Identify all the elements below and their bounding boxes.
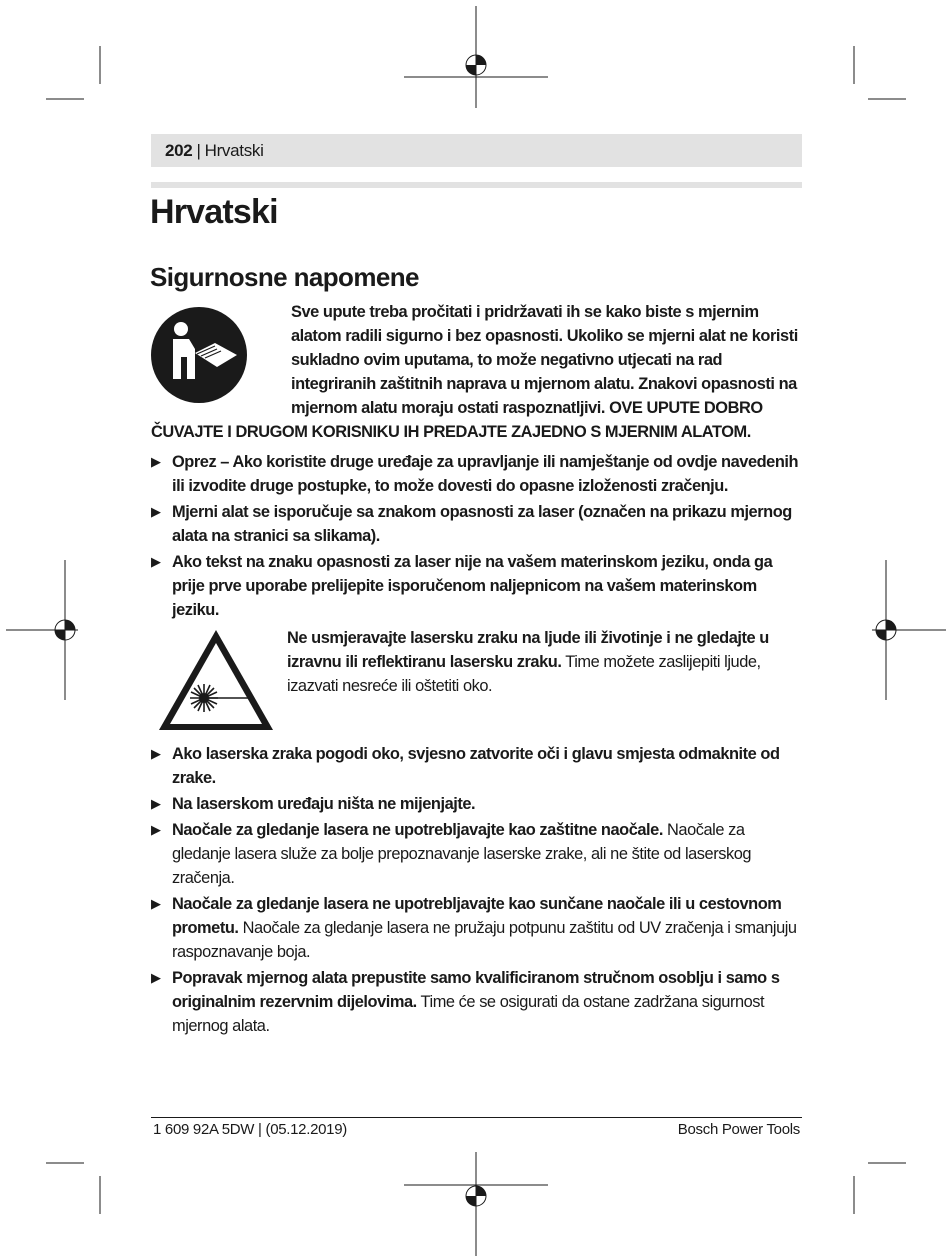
warning-text: Time možete zaslijepiti ljude, izazvati nesreće ili oštetiti oko. [287,653,761,695]
read-manual-icon [151,307,247,403]
list-item [151,966,803,1038]
laser-warning-block [151,626,803,734]
bullet-list-a [151,450,803,622]
warning-bold: Ne usmjeravajte lasersku zraku na ljude ili životinje i ne gledajte u izravnu ili reflektiranu lasersku zraku. [287,629,769,671]
item-text: Naočale za gledanje lasera ne pružaju potpunu zaštitu od UV zračenja i smanjuju raspoznavanje boja. [172,919,797,961]
item-bold: Mjerni alat se isporučuje sa znakom opasnosti za laser (označen na prikazu mjernog alata na stranici sa slikama). [172,503,792,545]
laser-warning-icon [155,626,277,734]
page-header [151,134,802,167]
section-title: Sigurnosne napomene [150,262,419,292]
header-rule [151,182,802,188]
item-bold: Na laserskom uređaju ništa ne mijenjajte. [172,795,476,813]
item-bold: Naočale za gledanje lasera ne upotrebljavajte kao zaštitne naočale. [172,821,663,839]
list-item [151,742,803,790]
footer-document-id: 1 609 92A 5DW | (05.12.2019) [153,1121,347,1138]
list-item [151,818,803,890]
intro-paragraph: Sve upute treba pročitati i pridržavati ih se kako biste s mjernim alatom radili sigurno i bez opasnosti. Ukoliko se mjerni alat ne koristi sukladno ovim uputama, to može negativno utjecati na rad integriranih zaštitnih naprava u mjernom alatu. Znakovi opasnosti na mjernom alatu moraju ostati raspoznatljivi. OVE UPUTE DOBRO ČUVAJTE I DRUGOM KORISNIKU IH PREDAJTE ZAJEDNO S MJERNIM ALATOM. [151,303,798,441]
page-title: Hrvatski [150,193,278,231]
item-text: Naočale za gledanje lasera služe za bolje prepoznavanje laserske zrake, ali ne štite od laserskog zračenja. [172,821,752,887]
footer-rule [151,1117,802,1118]
list-item [151,450,803,498]
page-number: 202 [165,140,193,160]
item-bold: Popravak mjernog alata prepustite samo kvalificiranom stručnom osoblju i samo s originalnim rezervnim dijelovima. [172,969,780,1011]
list-item [151,892,803,964]
safety-content [151,300,803,1040]
list-item [151,500,803,548]
item-bold: Ako laserska zraka pogodi oko, svjesno zatvorite oči i glavu smjesta odmaknite od zrake. [172,745,780,787]
list-item [151,792,803,816]
item-bold: Oprez – Ako koristite druge uređaje za upravljanje ili namještanje od ovdje navedenih ili izvodite druge postupke, to može dovesti do opasne izloženosti zračenju. [172,453,799,495]
header-section: Hrvatski [204,140,264,160]
laser-warning-text [287,626,803,698]
bullet-list-b [151,742,803,1038]
item-bold: Naočale za gledanje lasera ne upotrebljavajte kao sunčane naočale ili u cestovnom prometu. [172,895,782,937]
list-item [151,550,803,622]
item-bold: Ako tekst na znaku opasnosti za laser nije na vašem materinskom jeziku, onda ga prije prve uporabe prelijepite isporučenom naljepnicom na vašem materinskom jeziku. [172,553,773,619]
header-separator: | [196,140,201,160]
item-text: Time će se osigurati da ostane zadržana sigurnost mjernog alata. [172,993,765,1035]
footer-brand: Bosch Power Tools [677,1121,800,1138]
